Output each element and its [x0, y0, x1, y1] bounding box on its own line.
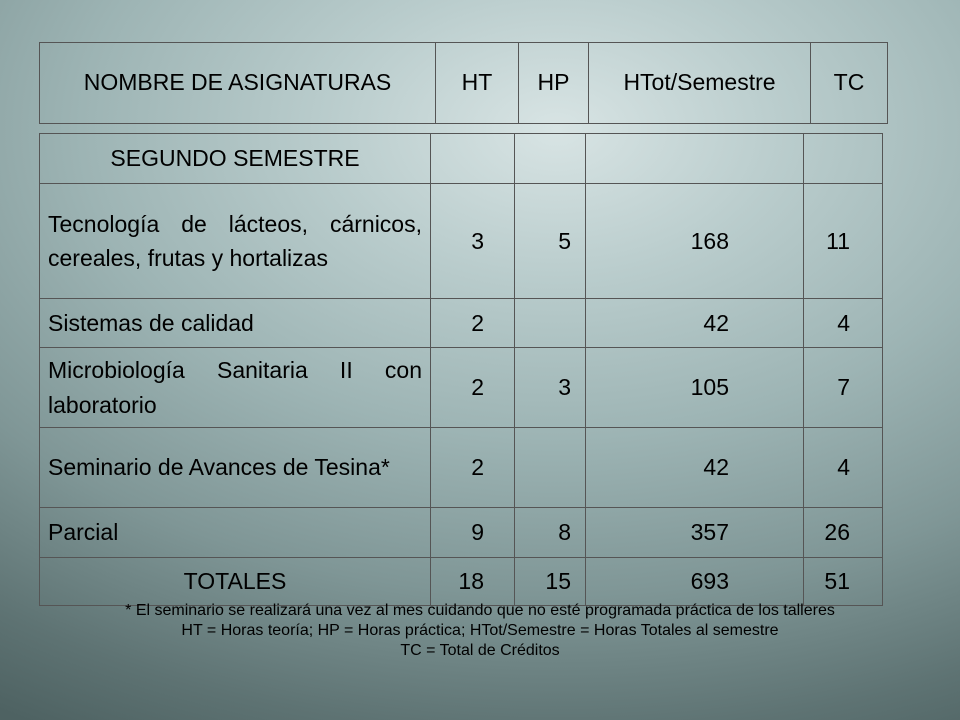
- table-row: [40, 508, 883, 558]
- table-row: [40, 348, 883, 428]
- totals-hp: 15: [515, 558, 586, 606]
- header-row: [40, 43, 888, 124]
- subject-ht: 2: [431, 299, 515, 348]
- totals-tc: 51: [804, 558, 883, 606]
- subject-ht: 2: [431, 428, 515, 508]
- subject-ht: 9: [431, 508, 515, 558]
- totals-ht: 18: [431, 558, 515, 606]
- header-col-tc: TC: [811, 43, 888, 124]
- table-row: [40, 428, 883, 508]
- subject-name: Seminario de Avances de Tesina*: [40, 428, 431, 508]
- header-col-htot: HTot/Semestre: [589, 43, 811, 124]
- subject-htot: 168: [586, 184, 804, 299]
- subject-name: Microbiología Sanitaria II con laboratorio: [40, 348, 431, 428]
- subject-htot: 42: [586, 299, 804, 348]
- subject-tc: 7: [804, 348, 883, 428]
- subject-name: Parcial: [40, 508, 431, 558]
- subjects-table: [39, 133, 883, 606]
- subject-name: Tecnología de lácteos, cárnicos, cereales, frutas y hortalizas: [40, 184, 431, 299]
- footnote-abbreviations: HT = Horas teoría; HP = Horas práctica; HTot/Semestre = Horas Totales al semestre: [181, 622, 779, 639]
- section-tc-empty: [804, 134, 883, 184]
- subject-hp: 5: [515, 184, 586, 299]
- section-ht-empty: [431, 134, 515, 184]
- header-col-name: NOMBRE DE ASIGNATURAS: [40, 43, 436, 124]
- subject-tc: 4: [804, 428, 883, 508]
- subject-htot: 42: [586, 428, 804, 508]
- footnote-seminario: * El seminario se realizará una vez al mes cuidando que no esté programada práctica de los talleres: [125, 602, 835, 619]
- subject-ht: 2: [431, 348, 515, 428]
- subject-tc: 26: [804, 508, 883, 558]
- subject-tc: 11: [804, 184, 883, 299]
- subject-hp: [515, 299, 586, 348]
- footnote-tc: TC = Total de Créditos: [400, 642, 560, 659]
- subject-htot: 105: [586, 348, 804, 428]
- totals-htot: 693: [586, 558, 804, 606]
- subject-ht: 3: [431, 184, 515, 299]
- table-row: [40, 184, 883, 299]
- table-row: [40, 299, 883, 348]
- totals-label: TOTALES: [40, 558, 431, 606]
- section-title: SEGUNDO SEMESTRE: [40, 134, 431, 184]
- header-col-hp: HP: [519, 43, 589, 124]
- totals-row: [40, 558, 883, 606]
- subject-hp: 3: [515, 348, 586, 428]
- section-row: [40, 134, 883, 184]
- section-htot-empty: [586, 134, 804, 184]
- subject-hp: [515, 428, 586, 508]
- subject-htot: 357: [586, 508, 804, 558]
- header-table: [39, 42, 888, 124]
- subject-tc: 4: [804, 299, 883, 348]
- header-col-ht: HT: [436, 43, 519, 124]
- section-hp-empty: [515, 134, 586, 184]
- subject-hp: 8: [515, 508, 586, 558]
- subject-name: Sistemas de calidad: [40, 299, 431, 348]
- footnotes: [30, 601, 930, 661]
